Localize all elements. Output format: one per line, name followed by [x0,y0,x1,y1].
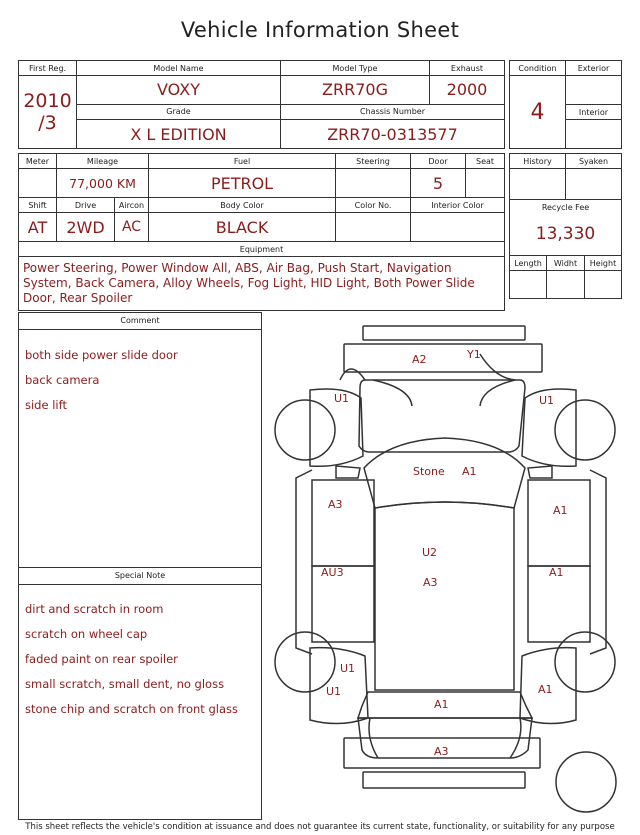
damage-mark: Stone [413,465,445,478]
drive-value: 2WD [57,213,115,242]
headlight-right [480,354,515,380]
damage-mark: A2 [412,353,427,366]
height-value [585,271,622,299]
model-type-value: ZRR70G [281,76,430,105]
exterior-value [566,76,622,105]
height-label: Height [585,256,622,271]
comment-panel [18,312,262,820]
comment-text [19,330,261,428]
comment-line: side lift [25,397,67,412]
grade-label: Grade [77,104,281,119]
comment-line: back camera [25,372,100,387]
first-reg-month: /3 [38,112,57,134]
length-value [510,271,547,299]
special-note-line: stone chip and scratch on front glass [25,701,238,716]
special-note-label: Special Note [19,568,261,585]
wheel-front-right [555,400,615,460]
steering-label: Steering [336,154,411,169]
meter-label: Meter [19,154,57,169]
steering-value [336,169,411,198]
equipment-value: Power Steering, Power Window All, ABS, Air Bag, Push Start, Navigation System, Back Camera, Alloy Wheels, Fog Light, HID Light, Both Power Slide Door, Rear Spoiler [19,257,505,311]
exhaust-label: Exhaust [430,61,505,76]
shift-value: AT [19,213,57,242]
aircon-label: Aircon [115,198,149,213]
front-bumper [344,344,542,372]
door-label: Door [411,154,466,169]
side-edge-right [590,470,606,654]
condition-table [509,60,622,149]
meter-value [19,169,57,198]
chassis-number-value: ZRR70-0313577 [281,120,505,149]
interior-color-label: Interior Color [411,198,505,213]
recycle-fee-value: 13,330 [535,224,596,244]
chassis-number-label: Chassis Number [281,104,505,119]
seat-label: Seat [466,154,505,169]
syaken-value [566,169,622,200]
vehicle-info-table [18,60,505,149]
history-table [509,153,622,299]
roof [375,502,514,690]
damage-mark: A3 [423,576,438,589]
interior-color-value [411,213,505,242]
comment-label: Comment [19,313,261,330]
special-note-line: dirt and scratch in room [25,601,164,616]
width-label: Widht [547,256,585,271]
first-reg-label: First Reg. [19,61,77,76]
special-note-line: small scratch, small dent, no gloss [25,676,225,691]
mileage-label: Mileage [57,154,149,169]
door-value: 5 [411,169,466,198]
fuel-value: PETROL [149,169,336,198]
aircon-value: AC [115,213,149,242]
damage-mark: AU3 [321,566,344,579]
condition-label: Condition [510,61,566,76]
color-no-value [336,213,411,242]
special-note-line: scratch on wheel cap [25,626,148,641]
car-diagram [270,318,630,820]
damage-mark: A1 [549,566,564,579]
mirror-left [336,466,360,478]
syaken-label: Syaken [566,154,622,169]
disclaimer-footer: This sheet reflects the vehicle's condition at issuance and does not guarantee its current state, functionality, or suitability for any purpose [25,822,615,832]
model-type-label: Model Type [281,61,430,76]
special-note-line: faded paint on rear spoiler [25,651,178,666]
exterior-label: Exterior [566,61,622,76]
grade-value: X L EDITION [77,120,281,149]
damage-mark: U1 [539,394,555,407]
damage-mark: A1 [553,504,568,517]
side-edge-left [296,470,312,654]
special-note-section [19,567,261,732]
history-value [510,169,566,200]
spec-table [18,153,505,311]
damage-mark: A3 [434,745,449,758]
damage-mark: A3 [328,498,343,511]
fuel-label: Fuel [149,154,336,169]
front-bumper-top [363,326,525,340]
damage-mark: U1 [326,685,342,698]
interior-value [566,120,622,149]
hood-lines [373,380,515,406]
recycle-fee-label: Recycle Fee [541,203,590,212]
damage-mark: A1 [434,698,449,711]
wheel-rear-right [555,632,615,692]
wheel-rear-left [275,632,335,692]
interior-label: Interior [566,105,622,120]
page-title: Vehicle Information Sheet [180,18,460,42]
mirror-right [528,466,552,478]
damage-mark: Y1 [467,348,481,361]
drive-label: Drive [57,198,115,213]
equipment-label: Equipment [19,242,505,257]
front-door-left [312,480,374,566]
color-no-label: Color No. [336,198,411,213]
length-label: Length [510,256,547,271]
body-color-label: Body Color [149,198,336,213]
rear-bumper-bottom [363,772,525,788]
body-color-value: BLACK [149,213,336,242]
spare-wheel [556,752,616,812]
history-label: History [510,154,566,169]
damage-mark: A1 [462,465,477,478]
shift-label: Shift [19,198,57,213]
damage-mark: A1 [538,683,553,696]
recycle-fee-cell [510,200,622,256]
mileage-value: 77,000 KM [57,169,149,198]
damage-mark: U1 [334,392,350,405]
damage-mark: U1 [340,662,356,675]
model-name-value: VOXY [77,76,281,105]
wheel-front-left [275,400,335,460]
exhaust-value: 2000 [430,76,505,105]
width-value [547,271,585,299]
special-note-text [19,585,261,732]
seat-value [466,169,505,198]
damage-marks [321,348,568,758]
comment-line: both side power slide door [25,347,178,362]
first-reg-year: 2010 [23,90,72,112]
front-door-right [528,480,590,566]
hood [359,380,525,452]
damage-mark: U2 [422,546,438,559]
first-reg-value [19,76,77,149]
condition-value: 4 [510,76,566,149]
model-name-label: Model Name [77,61,281,76]
